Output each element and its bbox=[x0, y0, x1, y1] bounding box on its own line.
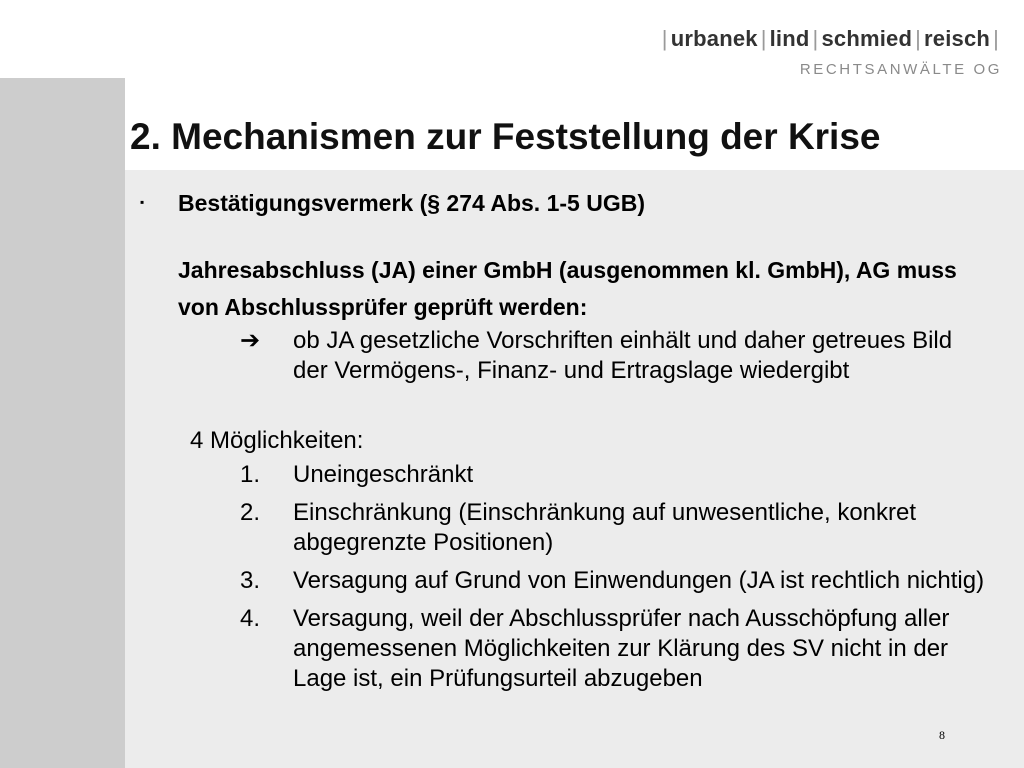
logo-name-schmied: schmied bbox=[821, 26, 913, 51]
logo-name-reisch: reisch bbox=[924, 26, 991, 51]
list-item-text: Einschränkung (Einschränkung auf unwesentliche, konkret abgegrenzte Positionen) bbox=[293, 499, 917, 556]
list-item bbox=[240, 604, 1000, 694]
page-number: 8 bbox=[939, 728, 945, 742]
list-item bbox=[240, 566, 1000, 596]
slide-title: 2. Mechanismen zur Feststellung der Krise bbox=[130, 116, 881, 157]
square-bullet-icon: ▪ bbox=[140, 195, 145, 209]
arrow-point-text: ob JA gesetzliche Vorschriften einhält und daher getreues Bild der Vermögens-, Finanz- und Ertragslage wiedergibt bbox=[293, 327, 953, 384]
list-item-number: 3. bbox=[240, 567, 261, 594]
logo-name-urbanek: urbanek bbox=[670, 26, 758, 51]
logo-names: | urbanek | lind | schmied | reisch | bbox=[661, 26, 999, 51]
list-item-number: 4. bbox=[240, 605, 261, 632]
list-item bbox=[240, 460, 1000, 490]
list-item-text: Versagung, weil der Abschlussprüfer nach Ausschöpfung aller angemessenen Möglichkeiten zur Klärung des SV nicht in der Lage ist, ein Prüfungsurteil abzugeben bbox=[293, 605, 950, 692]
list-item bbox=[240, 498, 1000, 558]
list-item-number: 2. bbox=[240, 499, 261, 526]
list-item-number: 1. bbox=[240, 461, 261, 488]
intro-paragraph: Jahresabschluss (JA) einer GmbH (ausgenommen kl. GmbH), AG muss von Abschlussprüfer geprüft werden: bbox=[178, 257, 957, 320]
logo-subtitle: RECHTSANWÄLTE OG bbox=[799, 61, 1002, 78]
firm-logo bbox=[659, 26, 1002, 78]
possibilities-label: 4 Möglichkeiten: bbox=[190, 427, 364, 454]
left-decor-bar bbox=[0, 78, 125, 768]
list-item-text: Versagung auf Grund von Einwendungen (JA ist rechtlich nichtig) bbox=[293, 567, 985, 594]
list-item-text: Uneingeschränkt bbox=[293, 461, 474, 488]
logo-name-lind: lind bbox=[769, 26, 810, 51]
possibilities-list bbox=[240, 460, 1000, 702]
right-arrow-icon: ➔ bbox=[240, 327, 261, 354]
section-heading: Bestätigungsvermerk (§ 274 Abs. 1-5 UGB) bbox=[178, 190, 645, 216]
